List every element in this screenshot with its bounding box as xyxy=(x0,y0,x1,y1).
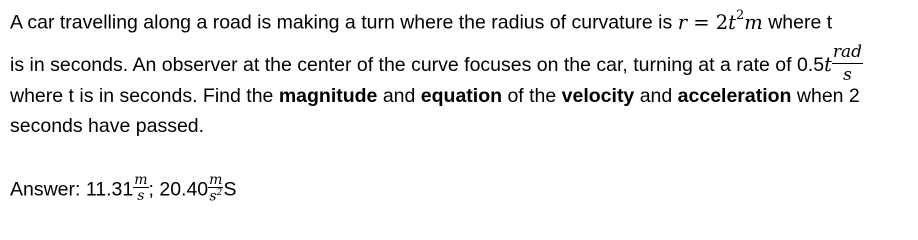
problem-text-1: A car travelling along a road is making a turn where the radius of curvature is xyxy=(10,11,678,34)
radius-variable: r xyxy=(677,10,688,34)
acceleration-unit-fraction xyxy=(208,173,223,204)
rate-time-variable: t xyxy=(824,53,832,77)
velocity-unit-denominator: s xyxy=(137,188,145,205)
problem-text-3a: where t is in seconds. Find the xyxy=(10,85,279,107)
answer-velocity-value: 11.31 xyxy=(85,178,134,201)
problem-text-3d: of the xyxy=(502,85,562,107)
rate-unit-denominator: s xyxy=(843,65,852,85)
radius-exponent: 2 xyxy=(736,8,745,23)
problem-line-1 xyxy=(10,10,832,35)
rate-unit-fraction xyxy=(832,44,863,84)
problem-line-3 xyxy=(10,85,860,108)
bold-magnitude: magnitude xyxy=(278,85,378,107)
problem-text-3e: and xyxy=(634,85,678,107)
problem-text-4: seconds have passed. xyxy=(10,115,205,137)
problem-text-1-tail: where t xyxy=(762,11,833,34)
problem-text-3c: and xyxy=(377,85,421,107)
acceleration-unit-denominator xyxy=(208,188,223,204)
answer-suffix: S xyxy=(223,178,237,201)
answer-acceleration-value: 20.40 xyxy=(159,178,209,201)
bold-velocity: velocity xyxy=(561,85,635,107)
velocity-unit-fraction xyxy=(133,173,148,203)
acceleration-unit-s: s xyxy=(209,188,217,205)
answer-separator: ; xyxy=(148,178,160,201)
radius-time-variable: t xyxy=(728,10,737,34)
acceleration-unit-exponent: 2 xyxy=(216,188,223,198)
velocity-unit-numerator: m xyxy=(134,172,148,189)
bold-acceleration: acceleration xyxy=(677,85,792,107)
answer-label: Answer: xyxy=(10,178,86,201)
radius-equals: = 2 xyxy=(687,10,729,34)
answer-line xyxy=(10,172,237,206)
bold-equation: equation xyxy=(420,85,503,107)
problem-text-3f: when 2 xyxy=(791,85,860,107)
radius-unit: m xyxy=(744,10,763,34)
problem-line-4 xyxy=(10,115,204,138)
problem-line-2 xyxy=(10,42,863,86)
rate-unit-numerator: rad xyxy=(832,42,863,62)
acceleration-unit-numerator: m xyxy=(209,172,223,188)
problem-text-2: is in seconds. An observer at the center of the curve focuses on the car, turning at a rate of 0.5 xyxy=(10,54,825,77)
radius-equation xyxy=(677,8,763,34)
